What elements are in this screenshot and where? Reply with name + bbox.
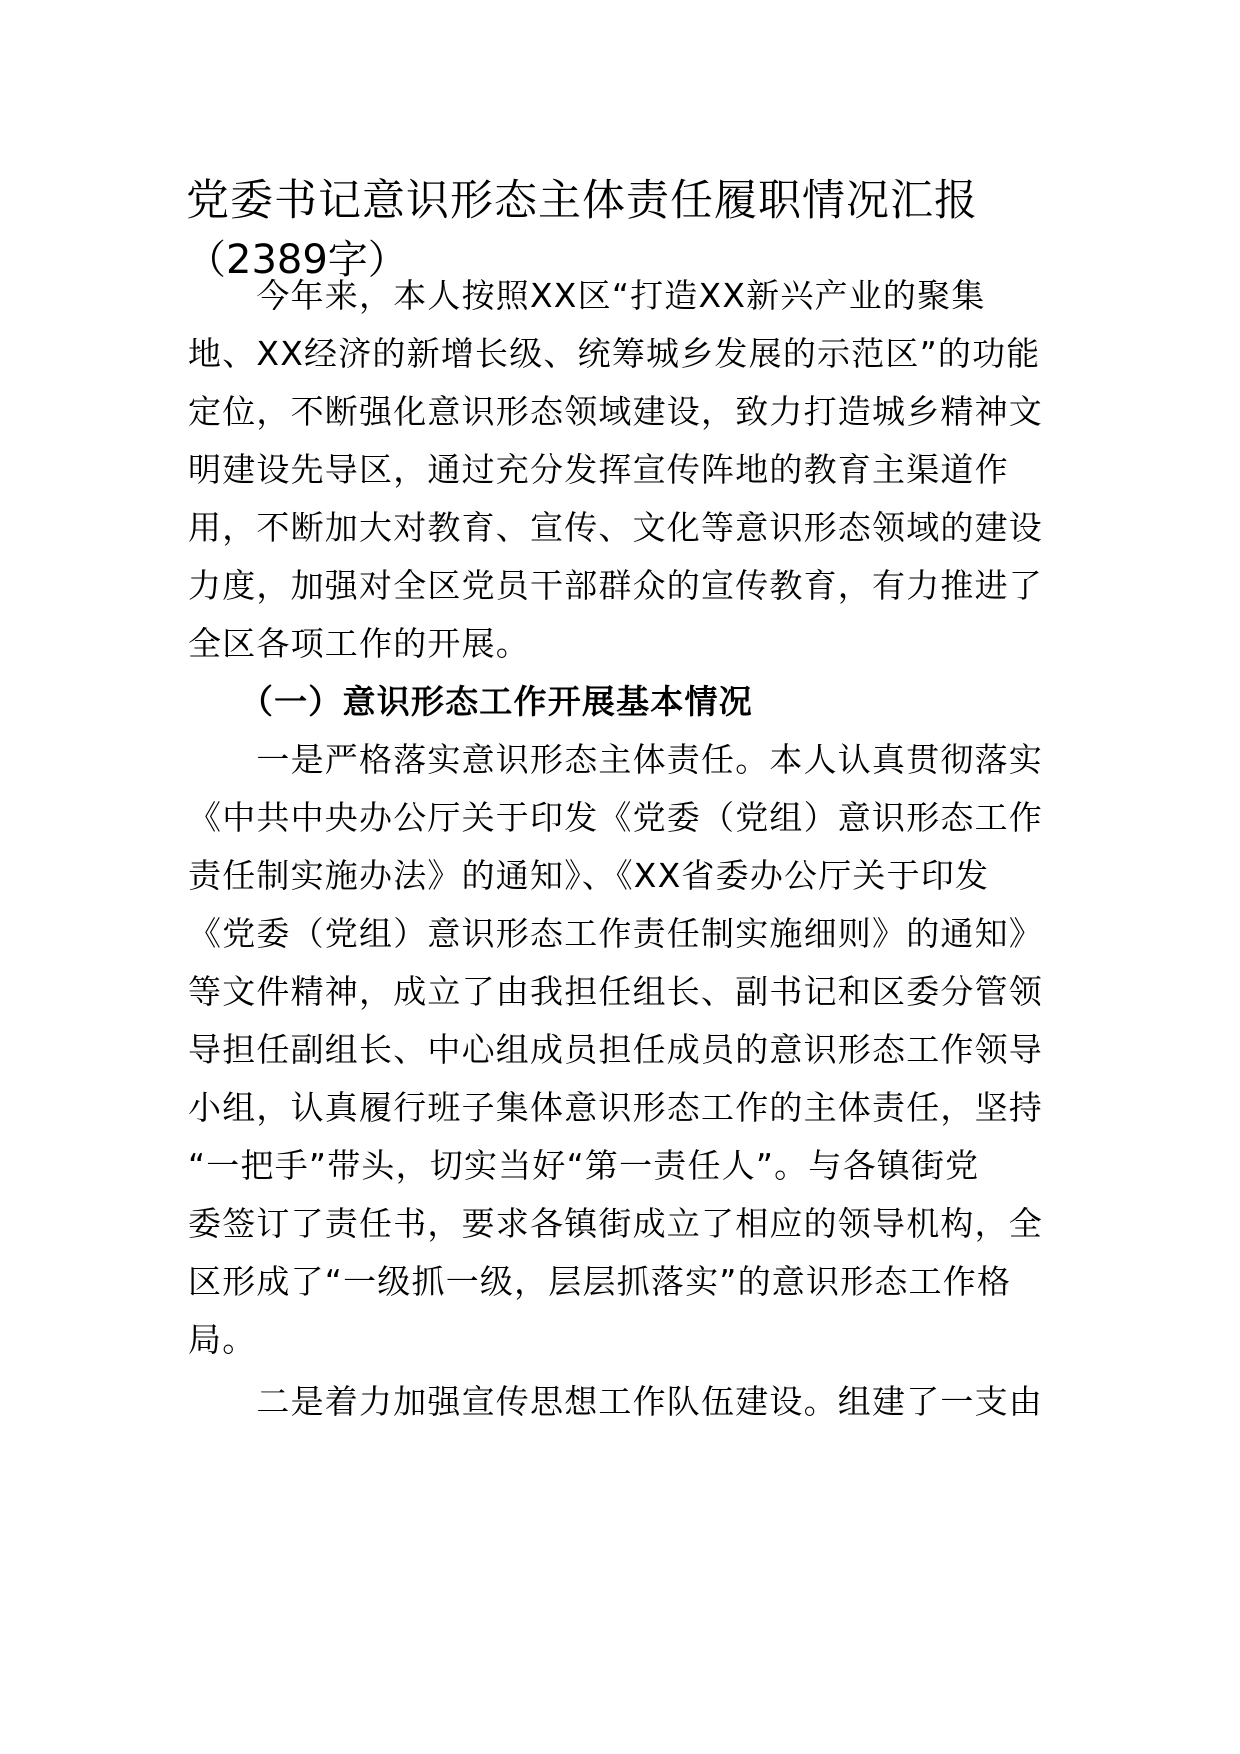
paragraph-line: 地、XX经济的新增长级、统筹城乡发展的示范区”的功能: [188, 334, 1041, 373]
paragraph-line: 导担任副组长、中心组成员担任成员的意识形态工作领导: [188, 1030, 1043, 1069]
paragraph-line: 明建设先导区，通过充分发挥宣传阵地的教育主渠道作: [188, 450, 1009, 489]
paragraph-line: 今年来，本人按照XX区“打造XX新兴产业的聚集: [188, 276, 986, 315]
paragraph-line: 责任制实施办法》的通知》、《XX省委办公厅关于印发: [188, 856, 990, 895]
paragraph-line: 区形成了“一级抓一级，层层抓落实”的意识形态工作格: [188, 1262, 1012, 1301]
paragraph-line: 力度，加强对全区党员干部群众的宣传教育，有力推进了: [188, 566, 1043, 605]
paragraph-line: 《中共中央办公厅关于印发《党委（党组）意识形态工作: [188, 798, 1043, 837]
document-title: 党委书记意识形态主体责任履职情况汇报: [186, 176, 978, 226]
paragraph-line: 定位，不断强化意识形态领域建设，致力打造城乡精神文: [188, 392, 1043, 431]
paragraph-line: 用，不断加大对教育、宣传、文化等意识形态领域的建设: [188, 508, 1043, 547]
paragraph-line: “一把手”带头，切实当好“第一责任人”。与各镇街党: [188, 1146, 980, 1185]
paragraph-line: 《党委（党组）意识形态工作责任制实施细则》的通知》: [188, 914, 1043, 953]
section-heading: （一）意识形态工作开展基本情况: [188, 682, 753, 721]
paragraph-line: 二是着力加强宣传思想工作队伍建设。组建了一支由: [188, 1382, 1043, 1421]
paragraph-line: 委签订了责任书，要求各镇街成立了相应的领导机构，全: [188, 1204, 1043, 1243]
paragraph-line: 小组，认真履行班子集体意识形态工作的主体责任，坚持: [188, 1088, 1043, 1127]
paragraph-line: 局。: [188, 1320, 257, 1359]
paragraph-line: 一是严格落实意识形态主体责任。本人认真贯彻落实: [188, 740, 1043, 779]
document-word-count: （2389字）: [186, 237, 408, 283]
paragraph-line: 全区各项工作的开展。: [188, 624, 530, 663]
paragraph-line: 等文件精神，成立了由我担任组长、副书记和区委分管领: [188, 972, 1043, 1011]
